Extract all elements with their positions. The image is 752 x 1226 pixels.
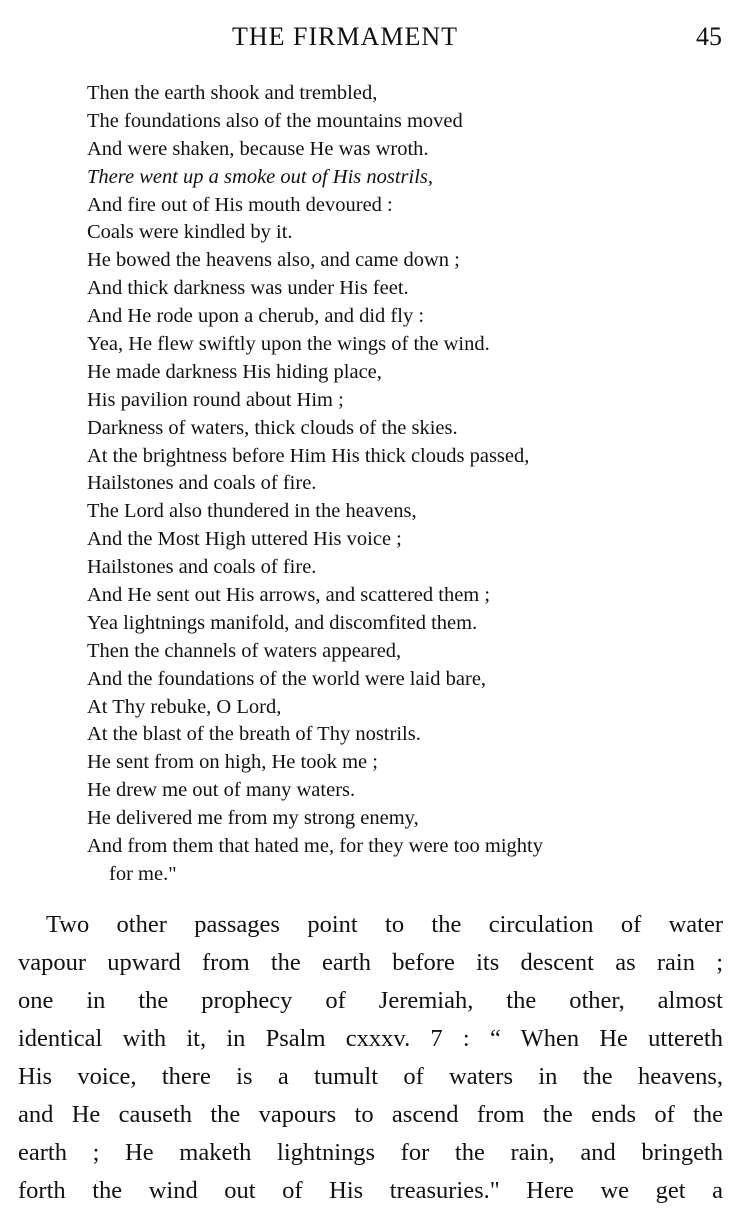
verse-line: He made darkness His hiding place, xyxy=(87,360,382,383)
verse-quotation xyxy=(87,80,737,889)
verse-line: Darkness of waters, thick clouds of the skies. xyxy=(87,416,458,439)
prose-line: His voice, there is a tumult of waters in the heavens, xyxy=(18,1063,723,1090)
verse-line: At the brightness before Him His thick clouds passed, xyxy=(87,444,530,467)
verse-line: He bowed the heavens also, and came down ; xyxy=(87,249,460,272)
page-number: 45 xyxy=(696,22,722,51)
verse-line-italic: There went up a smoke out of His nostrils, xyxy=(87,165,434,188)
verse-line: Then the earth shook and trembled, xyxy=(87,82,378,104)
verse-line: He drew me out of many waters. xyxy=(87,779,356,802)
running-head xyxy=(0,22,752,56)
verse-line: And thick darkness was under His feet. xyxy=(87,277,409,300)
verse-line: Then the channels of waters appeared, xyxy=(87,639,402,662)
verse-line: Hailstones and coals of fire. xyxy=(87,556,317,579)
verse-line: Yea lightnings manifold, and discomfited them. xyxy=(87,611,478,634)
prose-line: earth ; He maketh lightnings for the rain, and bringeth xyxy=(18,1139,723,1166)
prose-line: identical with it, in Psalm cxxxv. 7 : “ When He uttereth xyxy=(18,1025,723,1052)
prose-line: Two other passages point to the circulation of water xyxy=(46,911,723,938)
verse-line: He delivered me from my strong enemy, xyxy=(87,807,419,830)
prose-line: forth the wind out of His treasuries." Here we get a xyxy=(18,1177,723,1204)
verse-line: And He sent out His arrows, and scattered them ; xyxy=(87,584,491,607)
verse-line-turnover: for me." xyxy=(109,862,177,885)
running-head-title: THE FIRMAMENT xyxy=(232,22,459,51)
verse-line: And He rode upon a cherub, and did fly : xyxy=(87,305,425,328)
verse-line: The Lord also thundered in the heavens, xyxy=(87,500,417,523)
verse-line: And from them that hated me, for they were too mighty xyxy=(87,835,544,858)
verse-line: Yea, He flew swiftly upon the wings of the wind. xyxy=(87,333,490,356)
prose-paragraph xyxy=(18,906,723,1210)
verse-line: At the blast of the breath of Thy nostrils. xyxy=(87,723,421,746)
prose-line: one in the prophecy of Jeremiah, the other, almost xyxy=(18,987,723,1014)
verse-line: Coals were kindled by it. xyxy=(87,221,293,244)
verse-line: The foundations also of the mountains moved xyxy=(87,109,463,132)
verse-line: At Thy rebuke, O Lord, xyxy=(87,695,282,718)
verse-line: He sent from on high, He took me ; xyxy=(87,751,378,774)
verse-line: And the Most High uttered His voice ; xyxy=(87,528,402,551)
prose-line: and He causeth the vapours to ascend from the ends of the xyxy=(18,1101,723,1128)
verse-line: And fire out of His mouth devoured : xyxy=(87,193,393,216)
verse-line: His pavilion round about Him ; xyxy=(87,388,344,411)
verse-line: Hailstones and coals of fire. xyxy=(87,472,317,495)
verse-line: And the foundations of the world were laid bare, xyxy=(87,667,487,690)
verse-line: And were shaken, because He was wroth. xyxy=(87,137,429,160)
prose-line: vapour upward from the earth before its descent as rain ; xyxy=(18,949,723,976)
